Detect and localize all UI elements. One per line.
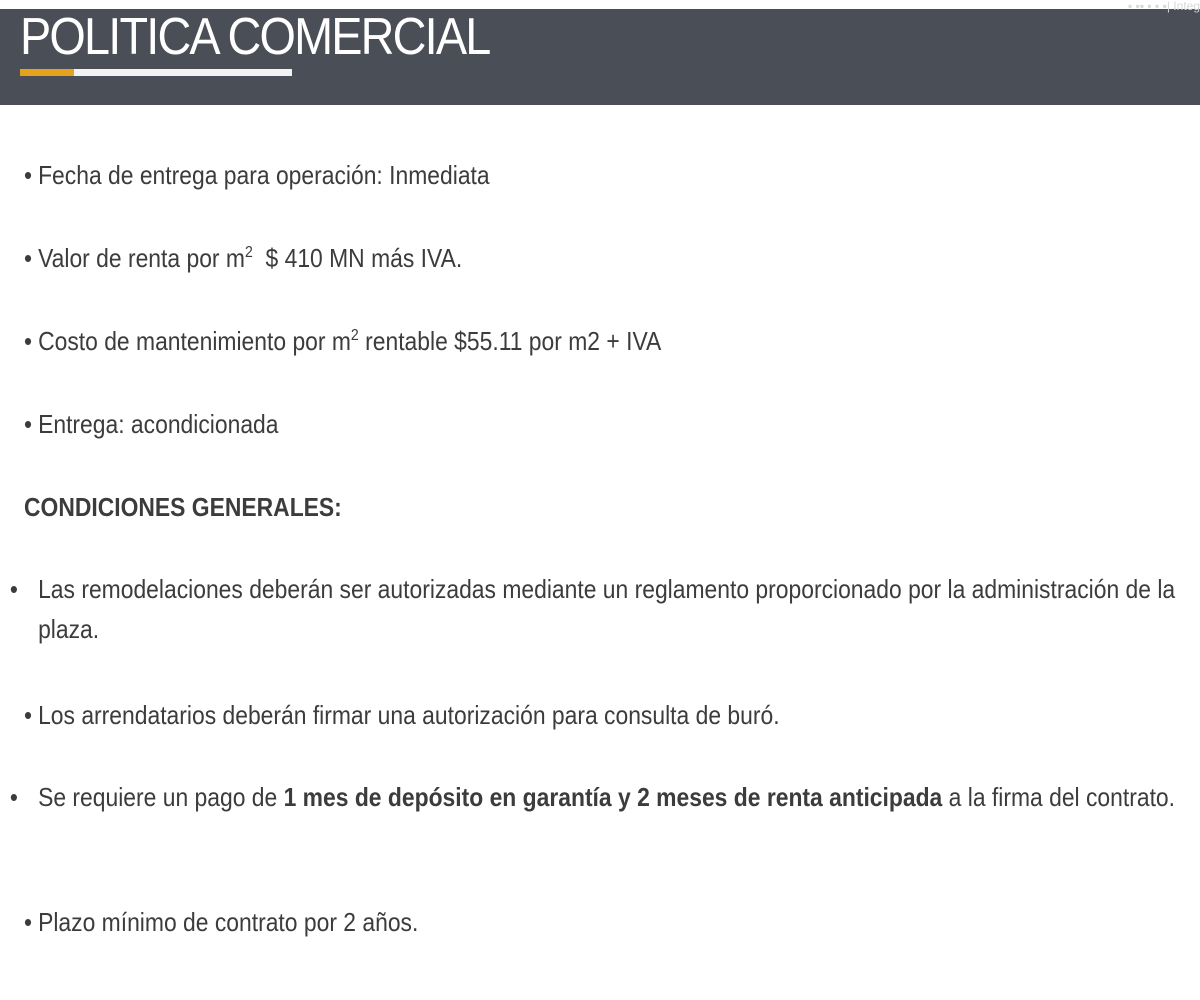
- item-text: Plazo mínimo de contrato por 2 años.: [38, 907, 419, 937]
- header-band: [0, 9, 1200, 105]
- item-text: Las remodelaciones deberán ser autorizadas mediante un reglamento proporcionado por la administración de la plaza.: [38, 574, 1176, 644]
- list-item-fecha-entrega: [24, 155, 1036, 195]
- page-title: POLITICA COMERCIAL: [20, 8, 490, 66]
- list-item-pago-deposito: [9, 777, 1191, 817]
- item-text-bold: 1 mes de depósito en garantía y 2 meses de renta anticipada: [283, 782, 943, 812]
- list-item-valor-renta: [24, 238, 1036, 278]
- superscript: 2: [244, 244, 253, 261]
- content-area: [0, 105, 1200, 1000]
- bullet: •: [9, 782, 18, 812]
- item-text: Se requiere un pago de: [38, 782, 284, 812]
- bullet: •: [24, 326, 33, 356]
- item-text-after: a la firma del contrato.: [942, 782, 1176, 812]
- item-text: Los arrendatarios deberán firmar una autorización para consulta de buró.: [38, 700, 780, 730]
- list-item-arrendatarios: [24, 695, 1036, 735]
- item-text-after: $ 410 MN más IVA.: [252, 243, 463, 273]
- item-text: Valor de renta por m: [38, 243, 245, 273]
- list-item-plazo-minimo: [24, 902, 1036, 942]
- list-item-entrega: [24, 404, 1036, 444]
- list-item-remodelaciones: [9, 569, 1191, 649]
- bullet: •: [24, 243, 33, 273]
- section-title-condiciones: CONDICIONES GENERALES:: [24, 492, 342, 522]
- bullet: •: [24, 907, 33, 937]
- bullet: •: [9, 574, 18, 604]
- bullet: •: [24, 700, 33, 730]
- title-underline-accent: [20, 69, 74, 76]
- superscript: 2: [350, 327, 359, 344]
- item-text: Entrega: acondicionada: [38, 409, 279, 439]
- corner-logo-text: ▪ ▪▪ ▪ ▪ ▪| Integ: [1128, 0, 1200, 13]
- list-item-costo-mantenimiento: [24, 321, 1036, 361]
- item-text-after: rentable $55.11 por m2 + IVA: [358, 326, 662, 356]
- item-text: Fecha de entrega para operación: Inmediata: [38, 160, 490, 190]
- bullet: •: [24, 409, 33, 439]
- bullet: •: [24, 160, 33, 190]
- item-text: Costo de mantenimiento por m: [38, 326, 351, 356]
